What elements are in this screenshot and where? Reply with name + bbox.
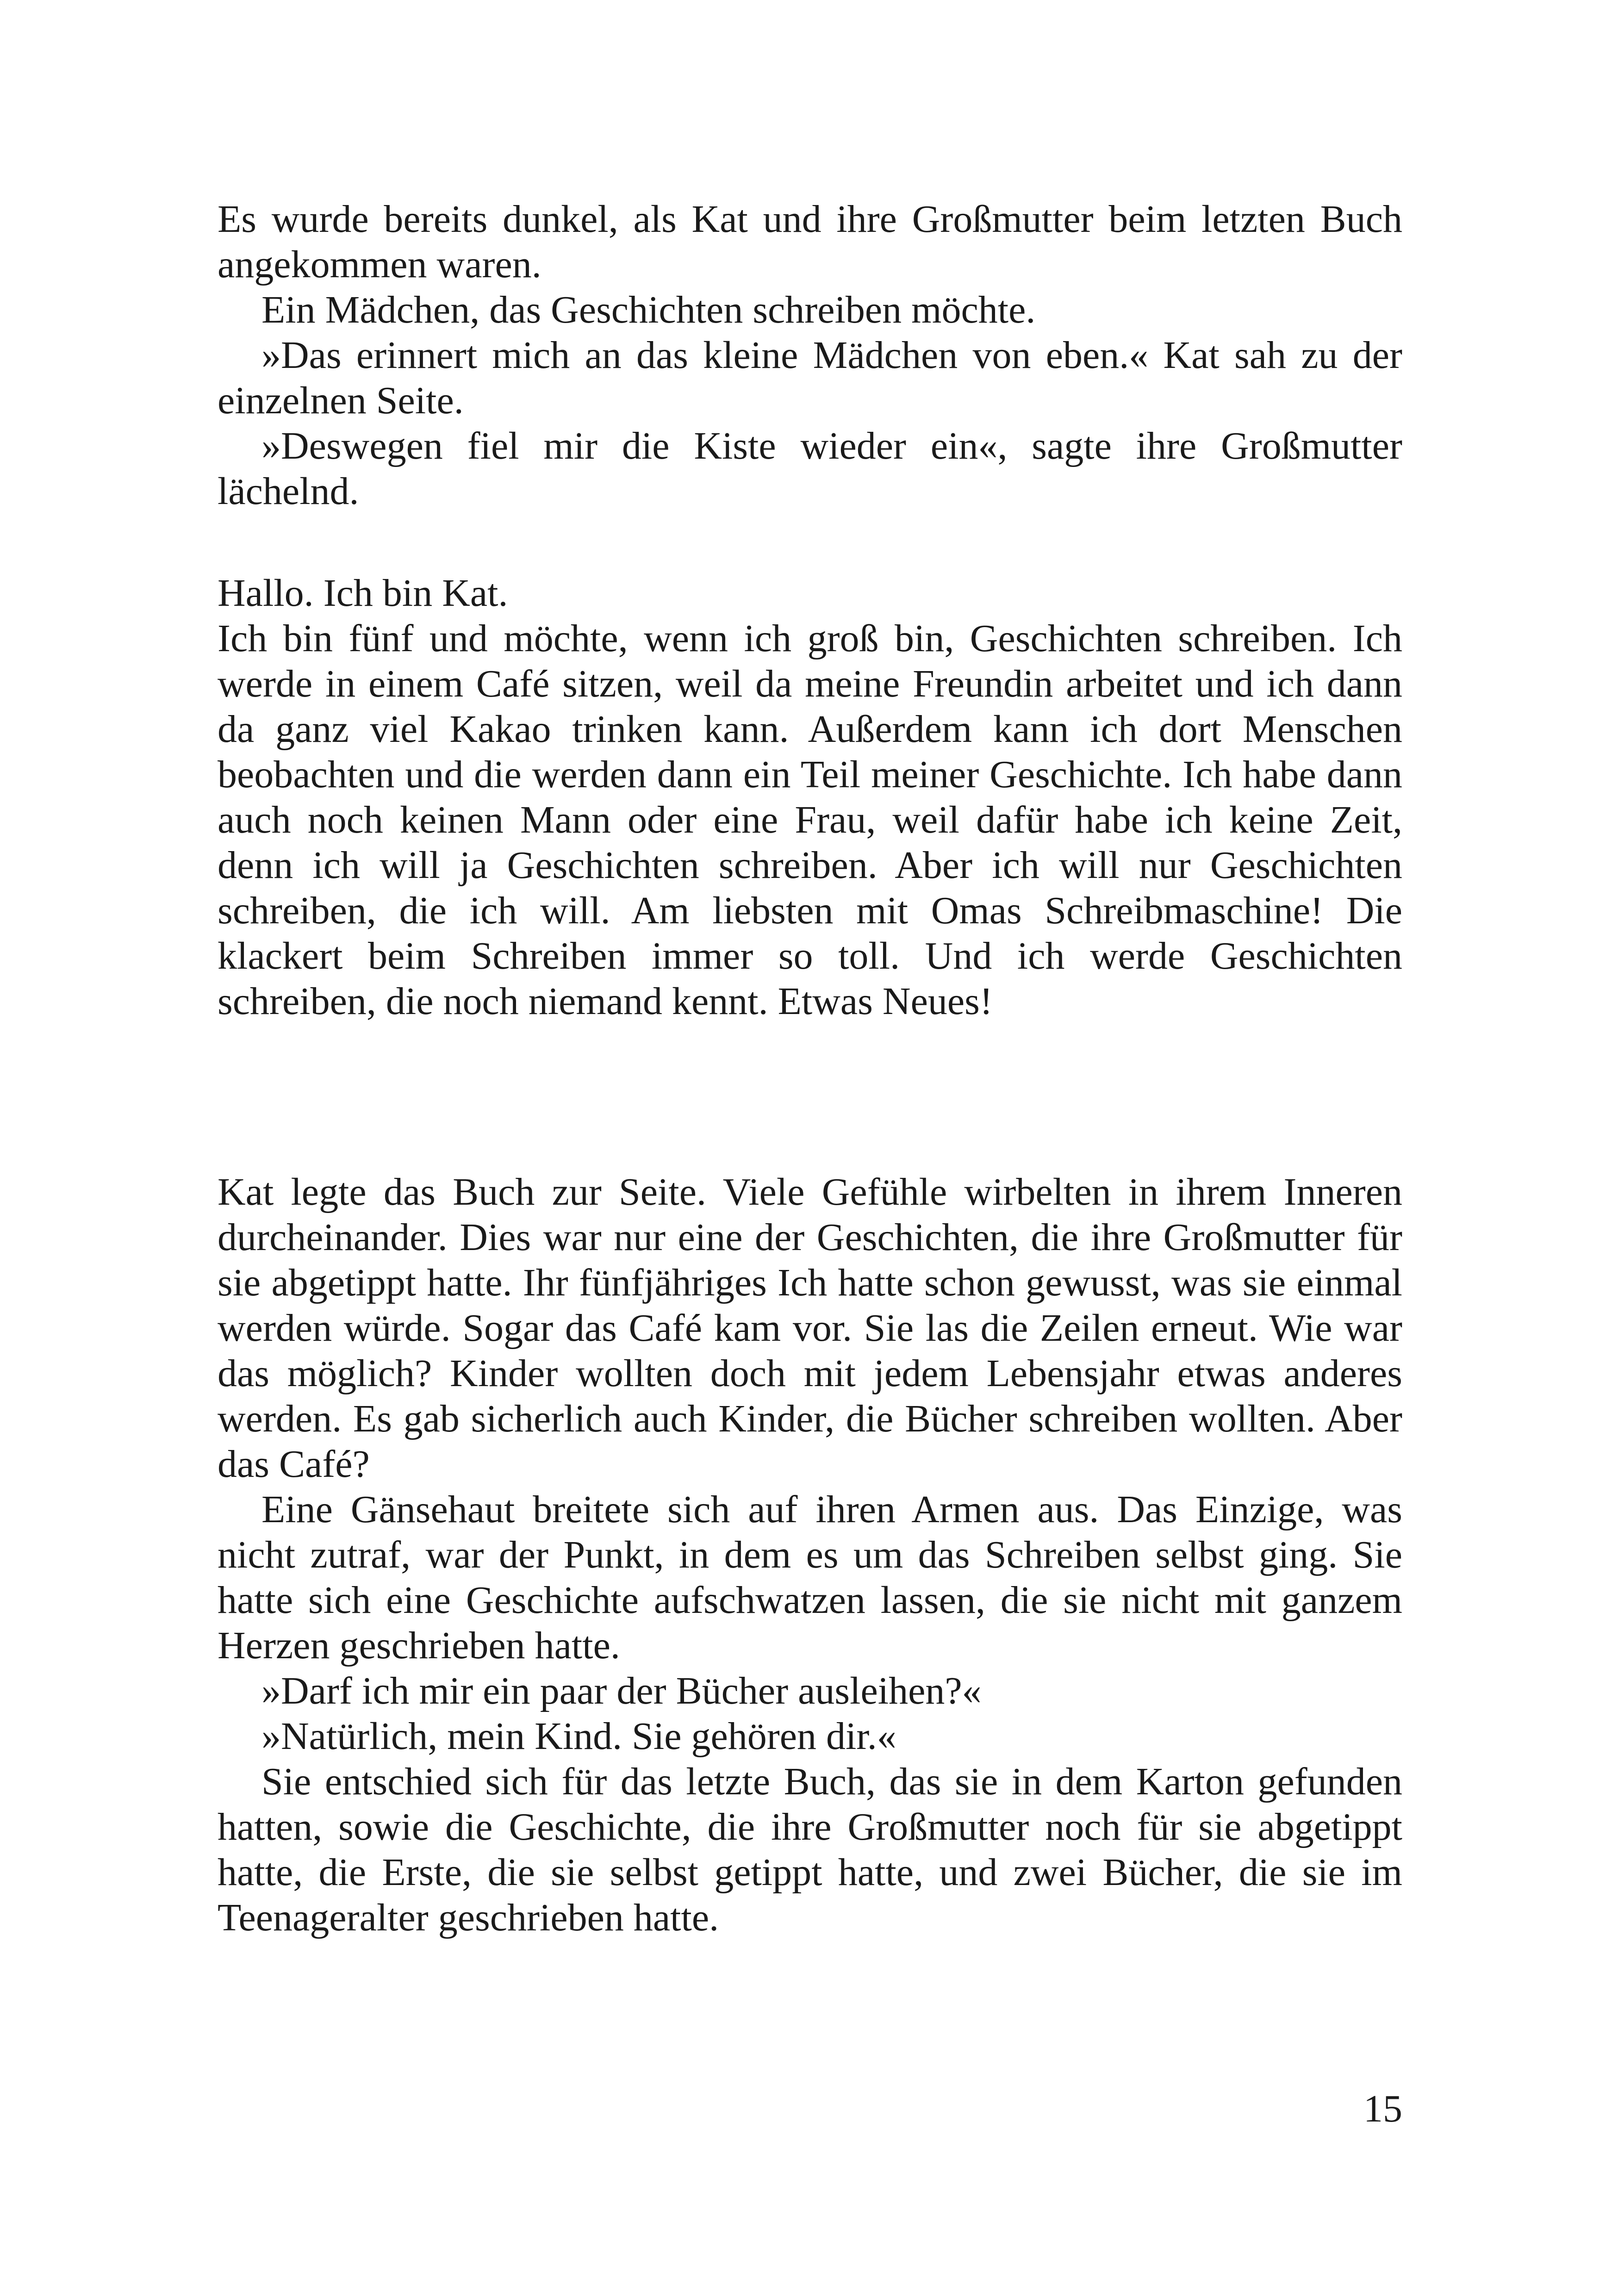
- opening-section: [218, 197, 1402, 514]
- letter-body: Ich bin fünf und möchte, wenn ich groß bin, Geschichten schreiben. Ich werde in einem Café sitzen, weil da meine Freundin arbeitet und ich dann da ganz viel Kakao trinken kann. Außerdem kann ich dort Menschen beobachten und die werden dann ein Teil meiner Geschichte. Ich habe dann auch noch keinen Mann oder eine Frau, weil dafür habe ich keine Zeit, denn ich will ja Geschichten schreiben. Aber ich will nur Geschichten schreiben, die ich will. Am liebsten mit Omas Schreibmaschine! Die klackert beim Schreiben immer so toll. Und ich werde Geschichten schreiben, die noch niemand kennt. Etwas Neues!: [218, 617, 1402, 1023]
- paragraph: Kat legte das Buch zur Seite. Viele Gefühle wirbelten in ihrem Inneren durcheinander. Dies war nur eine der Geschichten, die ihre Großmutter für sie abgetippt hatte. Ihr fünfjähriges Ich hatte schon gewusst, was sie einmal werden würde. Sogar das Café kam vor. Sie las die Zeilen erneut. Wie war das möglich? Kinder wollten doch mit jedem Lebensjahr etwas anderes werden. Es gab sicherlich auch Kinder, die Bücher schreiben wollten. Aber das Café?: [218, 1170, 1402, 1486]
- closing-section: [218, 1170, 1402, 1941]
- dialogue-paragraph: »Darf ich mir ein paar der Bücher ausleihen?«: [261, 1669, 982, 1712]
- paragraph: Es wurde bereits dunkel, als Kat und ihre Großmutter beim letzten Buch angekommen waren.: [218, 198, 1402, 286]
- dialogue-paragraph: »Natürlich, mein Kind. Sie gehören dir.«: [261, 1715, 896, 1758]
- dialogue-paragraph: »Deswegen fiel mir die Kiste wieder ein«, sagte ihre Großmutter lächelnd.: [218, 424, 1402, 513]
- dialogue-paragraph: »Das erinnert mich an das kleine Mädchen von eben.« Kat sah zu der einzelnen Seite.: [218, 334, 1402, 422]
- paragraph: Ein Mädchen, das Geschichten schreiben möchte.: [261, 288, 1036, 331]
- page-number: 15: [1363, 2087, 1402, 2130]
- child-letter-section: [218, 571, 1402, 1024]
- paragraph: Sie entschied sich für das letzte Buch, das sie in dem Karton gefunden hatten, sowie die Geschichte, die ihre Großmutter noch für sie abgetippt hatte, die Erste, die sie selbst getippt hatte, und zwei Bücher, die sie im Teenageralter geschrieben hatte.: [218, 1760, 1402, 1939]
- letter-greeting: Hallo. Ich bin Kat.: [218, 572, 508, 615]
- paragraph: Eine Gänsehaut breitete sich auf ihren Armen aus. Das Einzige, was nicht zutraf, war der Punkt, in dem es um das Schreiben selbst ging. Sie hatte sich eine Geschichte aufschwatzen lassen, die sie nicht mit ganzem Herzen geschrieben hatte.: [218, 1488, 1402, 1667]
